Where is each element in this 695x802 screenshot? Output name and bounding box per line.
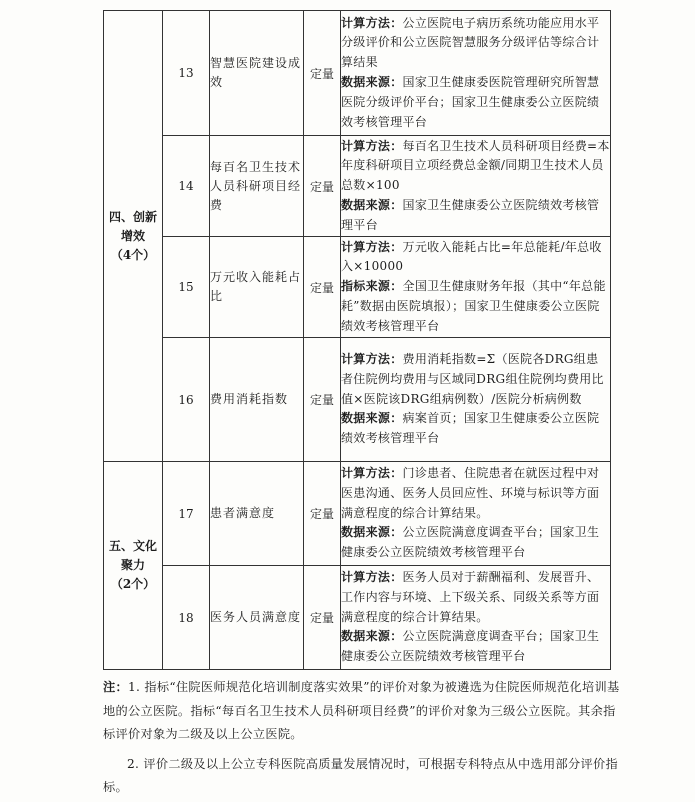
method-text: 万元收入能耗占比=年总能耗/年总收入×10000 [341,239,602,274]
indicator-type: 定量 [304,566,341,670]
notes-label: 注： [103,680,128,694]
indicator-description [341,462,611,566]
row-number: 18 [163,566,210,670]
row-number: 14 [163,136,210,237]
notes-section [103,676,623,800]
method-text: 公立医院电子病历系统功能应用水平分级评价和公立医院智慧服务分级评估等综合计算结果 [341,15,600,70]
source-label: 指标来源： [341,279,403,294]
method-text: 医务人员对于薪酬福利、发展晋升、工作内容与环境、上下级关系、同级关系等方面满意程度的综合计算结果。 [341,570,600,624]
method-text: 每百名卫生技术人员科研项目经费=本年度科研项目立项经费总金额/同期卫生技术人员总数×100 [341,138,610,193]
note-2-text: 2. 评价二级及以上公立专科医院高质量发展情况时，可根据专科特点从中选用部分评价指标。 [103,756,618,794]
source-label: 数据来源： [341,197,403,212]
source-label: 数据来源： [341,629,403,644]
indicator-description [341,237,611,338]
method-text: 门诊患者、住院患者在就医过程中对医患沟通、医务人员回应性、环境与标识等方面满意程度的综合计算结果。 [341,466,600,520]
source-text: 国家卫生健康委公立医院绩效考核管理平台 [341,197,600,232]
method-label: 计算方法： [341,570,403,584]
indicator-name: 智慧医院建设成效 [210,11,304,136]
note-2 [103,753,623,800]
indicator-description [341,566,611,670]
category-cell [104,462,163,670]
method-label: 计算方法： [341,138,403,153]
category-title: 五、文化聚力 [108,539,157,572]
category-cell [104,11,163,462]
source-label: 数据来源： [341,411,403,426]
indicator-name: 费用消耗指数 [210,338,304,462]
indicator-type: 定量 [304,136,341,237]
source-label: 数据来源： [341,75,403,89]
method-label: 计算方法： [341,466,403,480]
method-label: 计算方法： [341,15,403,30]
table-row [104,11,611,136]
indicator-name: 万元收入能耗占比 [210,237,304,338]
method-label: 计算方法： [341,239,403,254]
category-title: 四、创新增效 [108,209,157,243]
category-count: （4个） [110,247,156,262]
table-row [104,237,611,338]
method-label: 计算方法： [341,352,403,366]
table-row [104,136,611,237]
indicator-description [341,136,611,237]
indicator-name: 患者满意度 [210,462,304,566]
note-1 [103,676,623,747]
indicator-table [103,10,611,670]
indicator-description [341,11,611,136]
source-text: 病案首页；国家卫生健康委公立医院绩效考核管理平台 [341,411,600,446]
indicator-type: 定量 [304,338,341,462]
indicator-name: 每百名卫生技术人员科研项目经费 [210,136,304,237]
indicator-type: 定量 [304,11,341,136]
indicator-description [341,338,611,462]
source-text: 全国卫生健康财务年报（其中“年总能耗”数据由医院填报）；国家卫生健康委公立医院绩效考核管理平台 [341,279,606,333]
source-text: 公立医院满意度调查平台；国家卫生健康委公立医院绩效考核管理平台 [341,629,600,664]
source-text: 公立医院满意度调查平台；国家卫生健康委公立医院绩效考核管理平台 [341,525,600,560]
note-1-text: 1. 指标“住院医师规范化培训制度落实效果”的评价对象为被遴选为住院医师规范化培训基地的公立医院。指标“每百名卫生技术人员科研项目经费”的评价对象为三级公立医院。其余指标评价对象为二级及以上公立医院。 [103,680,620,741]
row-number: 17 [163,462,210,566]
row-number: 16 [163,338,210,462]
table-row [104,566,611,670]
indicator-type: 定量 [304,462,341,566]
indicator-type: 定量 [304,237,341,338]
category-count: （2个） [110,577,156,591]
source-text: 国家卫生健康委医院管理研究所智慧医院分级评价平台；国家卫生健康委公立医院绩效考核管理平台 [341,75,600,129]
row-number: 15 [163,237,210,338]
table-row [104,338,611,462]
method-text: 费用消耗指数=Σ（医院各DRG组患者住院例均费用与区域同DRG组住院例均费用比值×医院该DRG组病例数）/医院分析病例数 [341,352,604,406]
row-number: 13 [163,11,210,136]
indicator-name: 医务人员满意度 [210,566,304,670]
table-row [104,462,611,566]
source-label: 数据来源： [341,525,403,540]
